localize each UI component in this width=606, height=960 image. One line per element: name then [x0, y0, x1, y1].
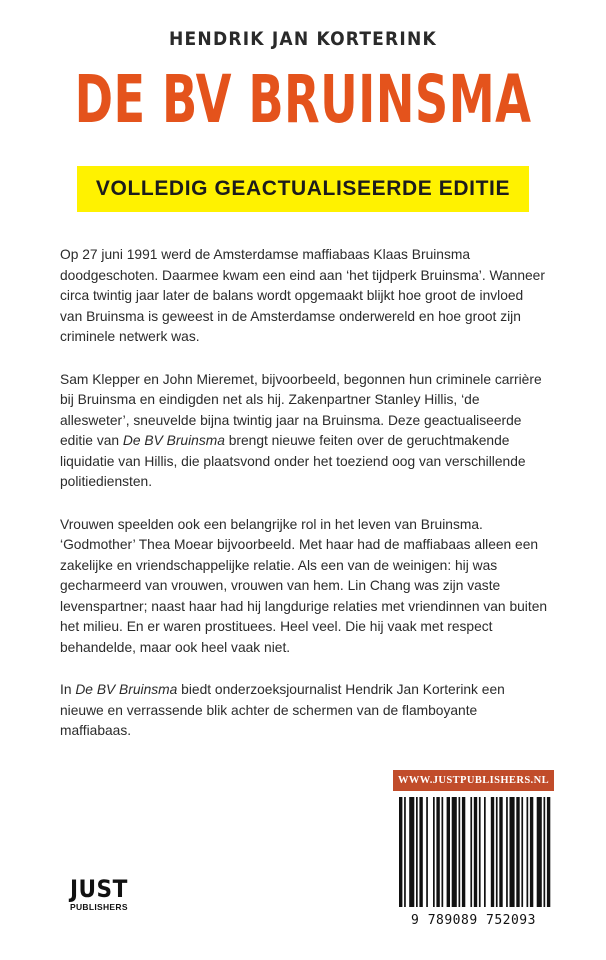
barcode-bar	[433, 797, 435, 907]
edition-banner	[77, 166, 529, 212]
publisher-logo	[70, 877, 150, 925]
blurb-paragraph-3: Vrouwen speelden ook een belangrijke rol in het leven van Bruinsma. ‘Godmother’ Thea Moear bijvoorbeeld. Met haar had de maffiabaas alleen een zakelijke en vriendschappelijke relatie. Als een van de weinigen: hij was gecharmeerd van vrouwen, vrouwen van hem. Lin Chang was zijn vaste levenspartner; naast haar had hij langdurige relaties met vriendinnen van buiten het milieu. En er waren prostituees. Heel veel. Die hij vaak met respect behandelde, maar ook heel vaak niet.	[60, 516, 548, 655]
barcode-bar	[544, 797, 546, 907]
blurb-paragraph-4-title: De BV Bruinsma	[75, 682, 178, 697]
barcode-bar	[516, 797, 519, 907]
barcode-bar	[537, 797, 542, 907]
barcode-bar	[496, 797, 498, 907]
barcode-bar	[447, 797, 450, 907]
author-name: HENDRIK JAN KORTERINK	[169, 28, 437, 50]
barcode-bar	[491, 797, 494, 907]
barcode-bar	[470, 797, 472, 907]
barcode-bar	[527, 797, 529, 907]
barcode-bar	[459, 797, 461, 907]
barcode-bar	[416, 797, 418, 907]
isbn-barcode	[393, 793, 554, 928]
barcode-bar	[506, 797, 508, 907]
barcode-bar	[474, 797, 477, 907]
publisher-logo-sub: PUBLISHERS	[70, 902, 128, 912]
barcode-bar	[484, 797, 486, 907]
barcode-bar	[436, 797, 439, 907]
website-url: WWW.JUSTPUBLISHERS.NL	[398, 775, 549, 786]
blurb-paragraph-1: Op 27 juni 1991 werd de Amsterdamse maffiabaas Klaas Bruinsma doodgeschoten. Daarmee kwam een eind aan ‘het tijdperk Bruinsma’. Wanneer circa twintig jaar later de balans wordt opgemaakt blijkt hoe groot de invloed van Bruinsma is geweest in de Amsterdamse onderwereld en hoe groot zijn criminele netwerk was.	[60, 247, 545, 344]
barcode-bar	[452, 797, 457, 907]
barcode-bar	[521, 797, 523, 907]
isbn-number: 9 789089 752093	[411, 913, 536, 928]
blurb-paragraph-2-title: De BV Bruinsma	[122, 433, 225, 448]
blurb-paragraph-2-part-a: Sam Klepper en John Mieremet, bijvoorbeeld, begonnen hun criminele carrière bij Bruinsma en eindigden net als hij. Zakenpartner Stanley Hillis, ‘de allesweter’, sneuvelde bijna twintig jaar na Bruinsma. Deze geactualiseerde editie van	[60, 371, 542, 448]
barcode-bar	[479, 797, 481, 907]
barcode-bar	[547, 797, 550, 907]
barcode-bar	[404, 797, 406, 907]
barcode-bars	[393, 793, 554, 911]
book-title: DE BV BRUINSMA	[74, 61, 532, 138]
blurb-paragraph-4-part-b: biedt onderzoeksjournalist Hendrik Jan Korterink een nieuwe en verrassende blik achter de schermen van de flamboyante maffiabaas.	[60, 682, 505, 738]
barcode-bar	[462, 797, 465, 907]
barcode-bar	[419, 797, 422, 907]
blurb-paragraph-2-part-b: brengt nieuwe feiten over de geruchtmakende liquidatie van Hillis, die plaatsvond onder het toeziend oog van verschillende politiediensten.	[60, 433, 526, 489]
blurb	[60, 245, 548, 764]
publisher-logo-name: JUST	[70, 875, 128, 903]
barcode-bar	[499, 797, 502, 907]
barcode-bar	[530, 797, 533, 907]
website-strip	[393, 770, 554, 791]
blurb-paragraph-4-part-a: In	[60, 682, 76, 697]
blurb-paragraph-4	[60, 680, 548, 742]
blurb-paragraph-2	[60, 370, 548, 493]
barcode-bar	[442, 797, 444, 907]
barcode-bar	[409, 797, 414, 907]
edition-label: VOLLEDIG GEACTUALISEERDE EDITIE	[95, 177, 511, 200]
barcode-bar	[510, 797, 515, 907]
barcode-bar	[399, 797, 402, 907]
barcode-bar	[426, 797, 428, 907]
